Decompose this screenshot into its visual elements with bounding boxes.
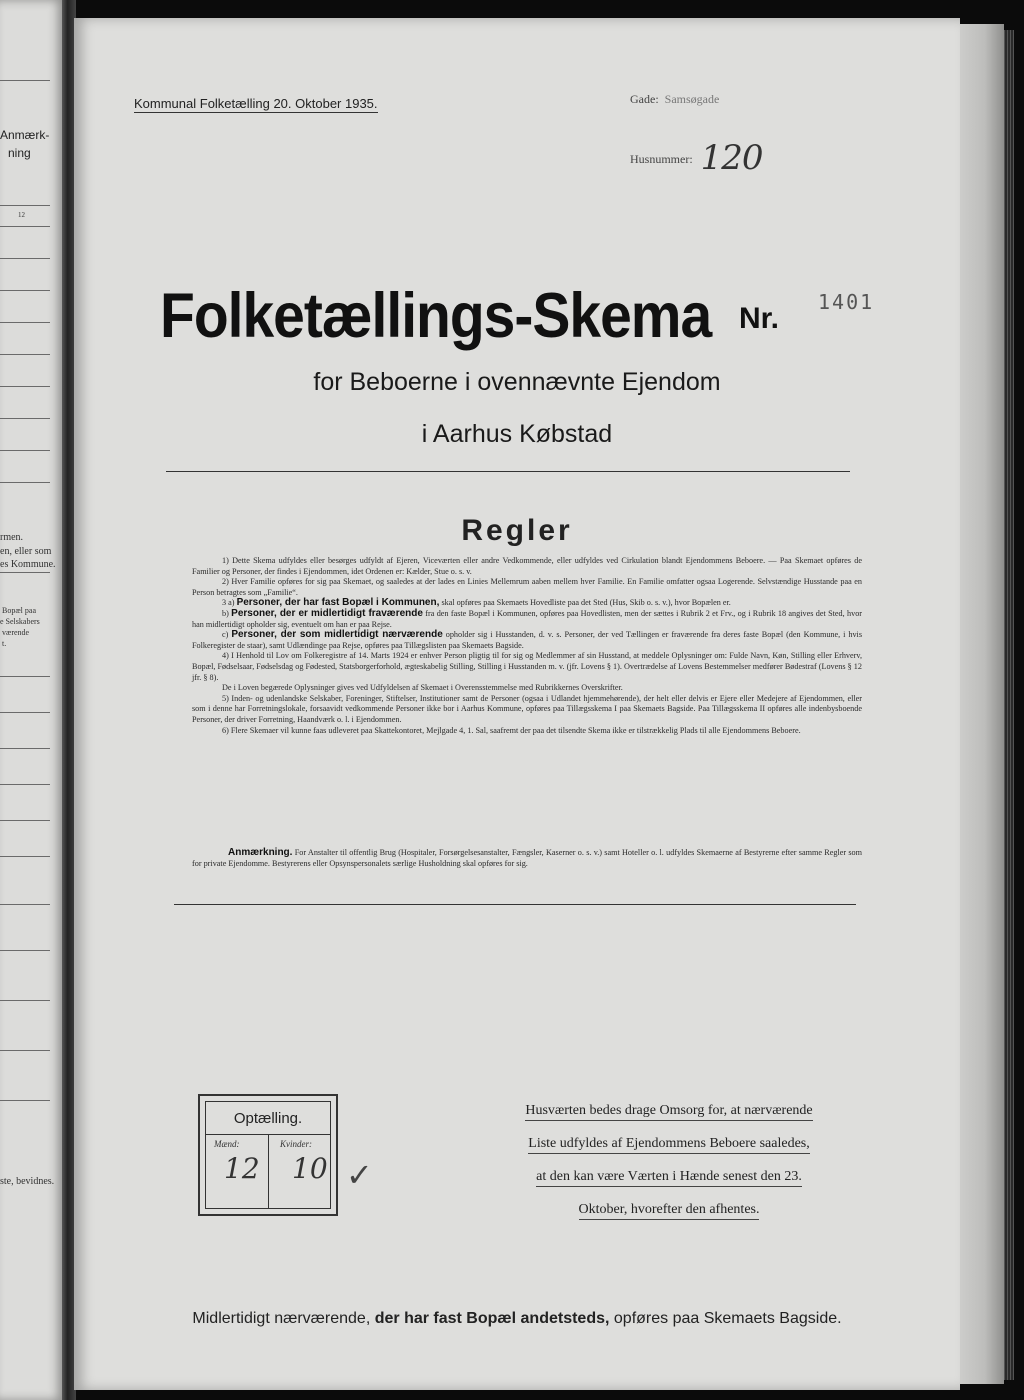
rules-text [192, 556, 862, 736]
landlord-instructions [504, 1094, 834, 1226]
divider [0, 80, 50, 81]
women-count: 10 [292, 1152, 328, 1185]
rule-5: 5) Inden- og udenlandske Selskaber, Foreninger, Stiftelser, Institutioner samt de Personer (ogsaa i Udlandet hjemmehørende), der helt eller delvis er Ejere eller Medejere af Ejendommen, eller som i denne har Forretningslokale, forsaavidt vedkommende Personer ikke bor i Aarhus Kommune, opføres paa Tillægsskema I paa Skemaets Bagside. Paa Tillægsskema II opføres alle indenbysboende Personer, der driver Forretning, Haandværk o. l. i Ejendommen. [192, 693, 862, 724]
page-stack-lines [1004, 30, 1014, 1380]
remark-note [192, 848, 862, 869]
women-label: Kvinder: [280, 1139, 312, 1149]
street-label: Gade: [630, 92, 659, 106]
text-fragment: es Kommune. [0, 559, 56, 570]
divider [0, 450, 50, 451]
page-stack-edge [956, 24, 1004, 1384]
rule-1: 1) Dette Skema udfyldes eller besørges udfyldt af Ejeren, Viceværten eller andre Vedkommende, eller udfyldes ved Cirkulation blandt Ejendommens Beboere. — Paa Skemaet opføres de Familier og Personer, der findes i Ejendommen, idet Ordenen er: Kælder, Stue o. s. v. [192, 556, 862, 576]
divider [0, 748, 50, 749]
house-number-field [630, 132, 763, 178]
census-title: Kommunal Folketælling 20. Oktober 1935. [134, 96, 378, 111]
landlord-line: Oktober, hvorefter den afhentes. [579, 1202, 760, 1220]
street-field [630, 90, 719, 108]
divider [0, 856, 50, 857]
remark-lead: Anmærkning. [228, 847, 293, 858]
divider [0, 1050, 50, 1051]
column-number: 12 [18, 211, 25, 219]
text-fragment: rmen. [0, 532, 24, 543]
rule-2: 2) Hver Familie opføres for sig paa Skemaet, og saaledes at der lades en Linies Mellemrum aaben mellem hver Familie. En Familie omfatter ogsaa Logerende. Selvstændige Husstande paa en Person betragtes som „Familie“. [192, 577, 862, 597]
text-fragment: e Selskabers [0, 617, 40, 626]
form-number-stamp: 1401 [818, 290, 875, 314]
count-divider [268, 1134, 269, 1208]
men-count: 12 [224, 1152, 260, 1185]
text-fragment: værende [2, 628, 30, 637]
divider [0, 226, 50, 227]
rule-3a-lead: Personer, der har fast Bopæl i Kommunen, [236, 597, 440, 609]
census-form-page [74, 18, 960, 1390]
text-fragment: en, eller som [0, 546, 52, 557]
divider [0, 322, 50, 323]
men-label: Mænd: [214, 1139, 240, 1149]
footer-bold: der har fast Bopæl andetsteds, [374, 1310, 610, 1327]
house-number-value: 120 [700, 138, 763, 178]
divider [0, 290, 50, 291]
form-number-label: Nr. [739, 302, 780, 335]
form-title: Folketællings-Skema [160, 281, 712, 352]
count-box [198, 1094, 338, 1216]
rule-3b-lead: Personer, der er midlertidigt fraværende [231, 607, 423, 619]
rule-3c: c) Personer, der som midlertidigt nærværende opholder sig i Husstanden, d. v. s. Personer, der ved Tællingen er fraværende fra deres faste Bopæl (den Kommune, i hvis Folkeregister de staar), samt Udlændinge paa Rejse, opføres paa Tillægslisten paa Skemaets Bagside. [192, 629, 863, 650]
divider [0, 1100, 50, 1101]
rule-6: 6) Flere Skemaer vil kunne faas udleveret paa Skattekontoret, Mejlgade 4, 1. Sal, saafremt der paa det tilsendte Skema ikke er tilstrækkelig Plads til alle Ejendommens Beboere. [222, 725, 801, 735]
count-title: Optælling. [233, 1110, 303, 1127]
rule-4: 4) I Henhold til Lov om Folkeregistre af 14. Marts 1924 er enhver Person pligtig til for sig og Medlemmer af sin Husstand, at meddele Oplysninger om: Fulde Navn, Køn, Stilling eller Erhverv, Bopæl, Fødselsaar, Fødselsdag og Fødested, Statsborgerforhold, ægteskabelig Stilling, Stilling i Husstanden m. v. (jfr. Lovens § 1). Overtrædelse af Lovens Bestemmelser medfører Bødestraf (Lovens § 12 jfr. § 8). [192, 651, 862, 682]
divider [0, 904, 50, 905]
divider [0, 572, 50, 573]
form-location: i Aarhus Købstad [421, 420, 613, 448]
remark-heading-line2: ning [8, 146, 31, 160]
house-number-label: Husnummer: [630, 152, 693, 166]
street-value: Samsøgade [664, 92, 720, 106]
divider [0, 820, 50, 821]
divider [0, 354, 50, 355]
landlord-line: Husværten bedes drage Omsorg for, at nærværende [525, 1103, 812, 1121]
rule-4b: De i Loven begærede Oplysninger gives ved Udfyldelsen af Skemaet i Overensstemmelse med Rubrikkernes Overskrifter. [222, 683, 623, 693]
divider [0, 950, 50, 951]
divider [0, 676, 50, 677]
divider [0, 482, 50, 483]
remark-heading-line1: Anmærk- [0, 128, 50, 142]
divider [0, 386, 50, 387]
divider [0, 1000, 50, 1001]
divider [0, 712, 50, 713]
divider [0, 205, 50, 206]
divider [174, 904, 856, 905]
rule-3c-lead: Personer, der som midlertidigt nærværende [231, 629, 443, 641]
previous-page-edge [0, 0, 64, 1400]
checkmark-icon: ✓ [346, 1156, 373, 1194]
divider [0, 258, 50, 259]
rule-3a: 3 a) Personer, der har fast Bopæl i Kommunen, skal opføres paa Skemaets Hovedliste paa det Sted (Hus, Skib o. s. v.), hvor Bopælen er. [222, 597, 731, 609]
footer-note: Midlertidigt nærværende, der har fast Bopæl andetsteds, opføres paa Skemaets Bagside. [192, 1310, 842, 1327]
divider [0, 418, 50, 419]
divider [166, 471, 850, 472]
rule-3b: b) Personer, der er midlertidigt fraværende fra den faste Bopæl i Kommunen, opføres paa Hovedlisten, men der sættes i Rubrik 2 et Frv., og i Rubrik 18 angives det Sted, hvor han midlertidigt opholder sig, eventuelt om han er paa Rejse. [192, 607, 863, 629]
text-fragment: Bopæl paa [2, 606, 36, 615]
text-fragment: t. [2, 639, 7, 648]
form-subtitle: for Beboerne i ovennævnte Ejendom [313, 368, 721, 396]
landlord-line: at den kan være Værten i Hænde senest den 23. [536, 1169, 802, 1187]
rules-heading: Regler [461, 514, 573, 547]
divider [0, 784, 50, 785]
landlord-line: Liste udfyldes af Ejendommens Beboere saaledes, [528, 1136, 809, 1154]
remark-text: For Anstalter til offentlig Brug (Hospitaler, Forsørgelsesanstalter, Fængsler, Kaserner o. s. v.) samt Hoteller o. l. udfyldes Skemaerne af Bestyrerne efter samme Regler som for private Ejendomme. Bestyrerens eller Opsynspersonalets særlige Husholdning skal opføres for sig. [192, 848, 862, 868]
text-fragment: ste, bevidnes. [0, 1176, 55, 1187]
